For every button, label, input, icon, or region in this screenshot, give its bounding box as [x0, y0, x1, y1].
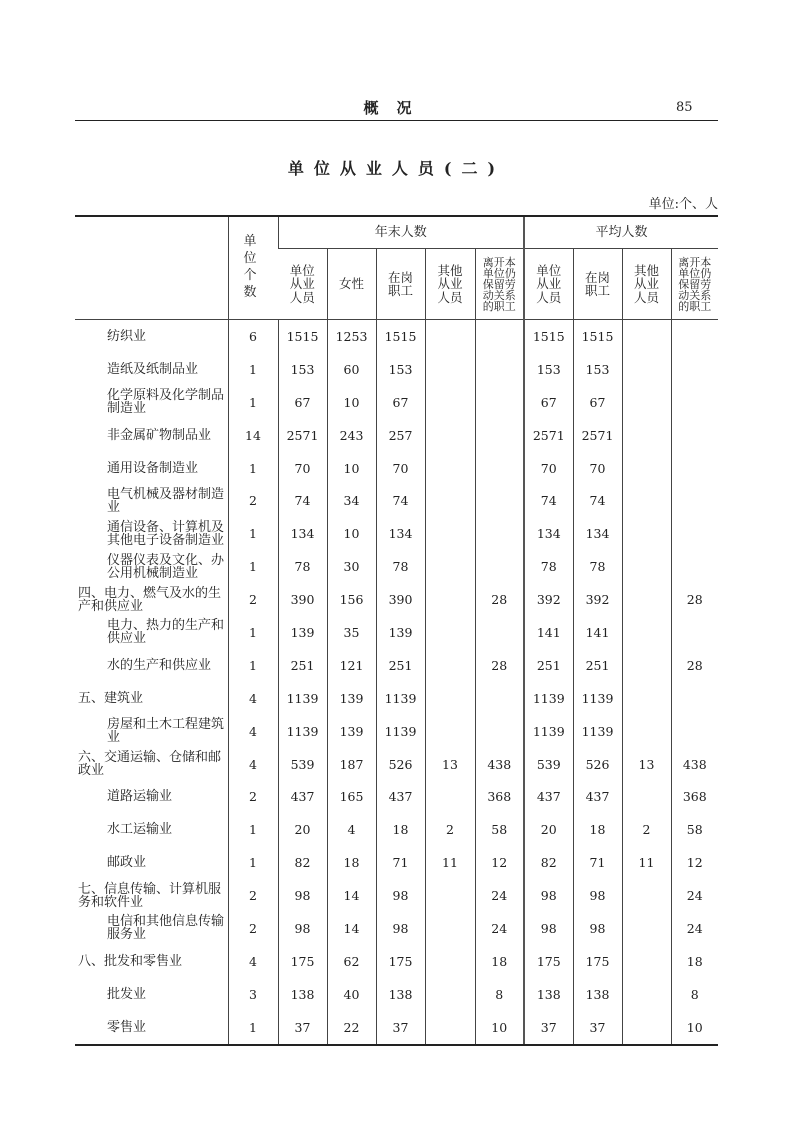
row-label: 八、批发和零售业 [78, 953, 183, 969]
table-cell: 1515 [524, 320, 573, 353]
table-cell: 2 [228, 912, 278, 945]
table-cell: 2 [425, 813, 475, 846]
row-label: 四、电力、燃气及水的生产和供应业 [78, 585, 222, 614]
table-cell: 175 [376, 945, 425, 978]
table-cell [671, 386, 718, 419]
table-cell: 22 [327, 1011, 376, 1045]
table-cell [622, 353, 671, 386]
table-cell [475, 452, 524, 485]
table-cell: 8 [671, 978, 718, 1011]
table-cell: 251 [278, 649, 327, 682]
table-cell: 1139 [573, 682, 622, 715]
table-cell: 28 [475, 583, 524, 616]
table-cell [622, 945, 671, 978]
table-cell: 58 [475, 813, 524, 846]
table-cell: 67 [278, 386, 327, 419]
table-cell: 251 [376, 649, 425, 682]
table-cell: 138 [278, 978, 327, 1011]
table-cell: 74 [573, 484, 622, 517]
row-label: 五、建筑业 [78, 690, 144, 706]
table-cell [425, 715, 475, 748]
table-cell: 37 [376, 1011, 425, 1045]
table-cell: 4 [228, 715, 278, 748]
table-cell: 121 [327, 649, 376, 682]
table-cell: 24 [671, 879, 718, 912]
table-cell: 98 [573, 912, 622, 945]
table-cell: 139 [327, 682, 376, 715]
table-cell: 175 [524, 945, 573, 978]
table-cell [425, 945, 475, 978]
row-label: 电力、热力的生产和供应业 [107, 618, 225, 647]
table-cell: 2 [228, 583, 278, 616]
row-label: 电气机械及器材制造业 [107, 486, 225, 515]
table-title: 单位从业人员(二) [287, 159, 506, 178]
table-cell [475, 320, 524, 353]
table-cell [622, 419, 671, 452]
table-cell: 390 [278, 583, 327, 616]
table-cell: 139 [327, 715, 376, 748]
header-industry [75, 216, 228, 320]
table-cell [671, 320, 718, 353]
table-cell: 78 [376, 550, 425, 583]
table-body [75, 320, 718, 1045]
table-cell: 10 [327, 517, 376, 550]
table-cell: 34 [327, 484, 376, 517]
table-cell: 175 [278, 945, 327, 978]
table-cell: 18 [327, 846, 376, 879]
table-cell: 526 [573, 748, 622, 781]
table-cell [425, 649, 475, 682]
table-cell [622, 517, 671, 550]
table-cell: 134 [524, 517, 573, 550]
table-cell: 28 [671, 649, 718, 682]
header-units: 单位个数 [228, 216, 278, 320]
table-cell [622, 682, 671, 715]
table-cell: 71 [573, 846, 622, 879]
table-cell: 134 [573, 517, 622, 550]
table-cell: 134 [376, 517, 425, 550]
table-cell [622, 978, 671, 1011]
table-cell: 153 [278, 353, 327, 386]
table-row [75, 583, 718, 616]
table-cell: 18 [573, 813, 622, 846]
header-avg-other: 其他从业人员 [622, 249, 671, 320]
table-cell: 257 [376, 419, 425, 452]
row-label: 仪器仪表及文化、办公用机械制造业 [107, 552, 225, 581]
table-cell: 437 [524, 780, 573, 813]
table-cell: 67 [573, 386, 622, 419]
table-cell: 1139 [573, 715, 622, 748]
table-cell: 1253 [327, 320, 376, 353]
table-row [75, 353, 718, 386]
table-cell: 1 [228, 616, 278, 649]
row-label: 通信设备、计算机及其他电子设备制造业 [107, 519, 225, 548]
table-row [75, 715, 718, 748]
table-cell: 141 [573, 616, 622, 649]
table-cell [425, 912, 475, 945]
table-cell: 156 [327, 583, 376, 616]
row-label: 造纸及纸制品业 [107, 361, 199, 377]
table-cell: 10 [671, 1011, 718, 1045]
table-cell: 187 [327, 748, 376, 781]
table-row [75, 1011, 718, 1045]
table-cell: 35 [327, 616, 376, 649]
header-average: 平均人数 [524, 216, 718, 249]
table-cell: 13 [622, 748, 671, 781]
header-ye-employees: 单位从业人员 [278, 249, 327, 320]
table-cell: 1 [228, 550, 278, 583]
table-cell: 1139 [278, 682, 327, 715]
table-row [75, 616, 718, 649]
table-cell [425, 978, 475, 1011]
table-cell: 1139 [524, 715, 573, 748]
unit-note: 单位:个、人 [648, 197, 718, 212]
header-year-end: 年末人数 [278, 216, 524, 249]
table-row [75, 846, 718, 879]
table-cell [475, 682, 524, 715]
table-cell: 70 [278, 452, 327, 485]
table-cell: 70 [376, 452, 425, 485]
table-cell: 82 [524, 846, 573, 879]
table-cell: 4 [228, 748, 278, 781]
header-ye-retained: 离开本单位仍保留劳动关系的职工 [475, 249, 524, 320]
table-cell: 139 [376, 616, 425, 649]
table-cell [425, 320, 475, 353]
table-cell: 60 [327, 353, 376, 386]
table-cell: 175 [573, 945, 622, 978]
table-cell: 1 [228, 452, 278, 485]
table-cell: 14 [327, 879, 376, 912]
table-cell [475, 517, 524, 550]
table-cell: 4 [228, 945, 278, 978]
row-label: 水工运输业 [107, 822, 173, 838]
table-cell: 438 [475, 748, 524, 781]
table-cell: 14 [228, 419, 278, 452]
table-cell: 10 [475, 1011, 524, 1045]
table-cell: 67 [376, 386, 425, 419]
table-row [75, 978, 718, 1011]
table-cell: 4 [228, 682, 278, 715]
table-cell: 251 [573, 649, 622, 682]
table-cell [425, 386, 475, 419]
table-cell: 438 [671, 748, 718, 781]
table-cell: 1139 [278, 715, 327, 748]
table-row [75, 517, 718, 550]
page-number: 85 [676, 100, 693, 115]
table-cell: 2571 [573, 419, 622, 452]
table-cell: 2571 [278, 419, 327, 452]
row-label: 化学原料及化学制品制造业 [107, 388, 225, 417]
table-cell: 74 [376, 484, 425, 517]
table-cell [622, 386, 671, 419]
table-cell [425, 583, 475, 616]
table-cell: 138 [524, 978, 573, 1011]
table-cell: 82 [278, 846, 327, 879]
table-cell: 437 [573, 780, 622, 813]
table-cell: 390 [376, 583, 425, 616]
row-label: 电信和其他信息传输服务业 [107, 914, 225, 943]
table-cell: 62 [327, 945, 376, 978]
table-cell [622, 715, 671, 748]
table-cell: 37 [278, 1011, 327, 1045]
table-cell [425, 484, 475, 517]
table-cell [671, 682, 718, 715]
table-cell [671, 715, 718, 748]
table-cell [425, 616, 475, 649]
table-cell: 13 [425, 748, 475, 781]
table-cell [475, 353, 524, 386]
table-cell: 14 [327, 912, 376, 945]
table-cell: 98 [573, 879, 622, 912]
table-cell: 153 [524, 353, 573, 386]
row-label: 房屋和土木工程建筑业 [107, 717, 225, 746]
table-cell: 78 [524, 550, 573, 583]
table-cell [475, 550, 524, 583]
table-cell: 368 [475, 780, 524, 813]
table-cell: 58 [671, 813, 718, 846]
table-cell: 98 [376, 879, 425, 912]
table-cell [475, 616, 524, 649]
table-row [75, 879, 718, 912]
table-cell: 37 [524, 1011, 573, 1045]
table-cell: 141 [524, 616, 573, 649]
table-cell [622, 452, 671, 485]
table-cell: 243 [327, 419, 376, 452]
table-cell: 24 [475, 879, 524, 912]
table-cell: 437 [278, 780, 327, 813]
table-cell: 24 [671, 912, 718, 945]
table-cell: 165 [327, 780, 376, 813]
table-cell [425, 780, 475, 813]
header-rule [75, 120, 718, 121]
table-cell: 74 [278, 484, 327, 517]
table-row [75, 386, 718, 419]
table-cell [475, 715, 524, 748]
table-cell [622, 484, 671, 517]
table-cell [671, 353, 718, 386]
table-cell: 392 [573, 583, 622, 616]
table-cell: 10 [327, 386, 376, 419]
table-cell [622, 649, 671, 682]
table-cell: 70 [524, 452, 573, 485]
table-cell: 1515 [278, 320, 327, 353]
table-cell: 78 [278, 550, 327, 583]
table-cell: 1 [228, 517, 278, 550]
table-cell: 18 [475, 945, 524, 978]
table-cell: 18 [671, 945, 718, 978]
table-cell: 153 [573, 353, 622, 386]
table-cell: 78 [573, 550, 622, 583]
table-row [75, 748, 718, 781]
table-cell: 8 [475, 978, 524, 1011]
table-cell [475, 386, 524, 419]
table-cell [425, 419, 475, 452]
table-cell: 2571 [524, 419, 573, 452]
table-row [75, 452, 718, 485]
table-cell [425, 682, 475, 715]
table-cell: 437 [376, 780, 425, 813]
header-ye-other: 其他从业人员 [425, 249, 475, 320]
table-cell [671, 616, 718, 649]
table-cell [425, 517, 475, 550]
table-cell: 67 [524, 386, 573, 419]
table-cell [425, 550, 475, 583]
table-cell [425, 353, 475, 386]
table-cell: 1 [228, 353, 278, 386]
table-cell: 2 [228, 780, 278, 813]
header-avg-onpost: 在岗职工 [573, 249, 622, 320]
table-cell: 251 [524, 649, 573, 682]
header-avg-retained: 离开本单位仍保留劳动关系的职工 [671, 249, 718, 320]
header-avg-employees: 单位从业人员 [524, 249, 573, 320]
table-cell: 11 [622, 846, 671, 879]
table-cell: 1139 [376, 682, 425, 715]
table-cell: 1 [228, 813, 278, 846]
table-cell [622, 780, 671, 813]
table-cell [671, 484, 718, 517]
table-row [75, 912, 718, 945]
row-label: 六、交通运输、仓储和邮政业 [78, 750, 222, 779]
table-cell [475, 419, 524, 452]
table-cell: 138 [573, 978, 622, 1011]
table-cell [622, 1011, 671, 1045]
table-cell: 70 [573, 452, 622, 485]
table-cell: 1 [228, 846, 278, 879]
table-cell: 1 [228, 1011, 278, 1045]
table-cell [622, 550, 671, 583]
table-cell [671, 550, 718, 583]
table-cell [475, 484, 524, 517]
table-cell: 24 [475, 912, 524, 945]
row-label: 非金属矿物制品业 [107, 427, 212, 443]
table-cell [425, 452, 475, 485]
table-cell: 2 [228, 484, 278, 517]
table-row [75, 780, 718, 813]
table-cell: 392 [524, 583, 573, 616]
table-cell: 10 [327, 452, 376, 485]
table-cell: 1139 [524, 682, 573, 715]
table-row [75, 649, 718, 682]
table-cell: 1515 [376, 320, 425, 353]
table-cell: 139 [278, 616, 327, 649]
table-cell: 539 [278, 748, 327, 781]
table-cell: 1 [228, 386, 278, 419]
header-ye-onpost: 在岗职工 [376, 249, 425, 320]
table-cell: 11 [425, 846, 475, 879]
row-label: 纺织业 [107, 328, 147, 344]
table-cell: 4 [327, 813, 376, 846]
table-cell: 1 [228, 649, 278, 682]
table-cell [622, 616, 671, 649]
table-cell: 539 [524, 748, 573, 781]
table-cell: 98 [376, 912, 425, 945]
table-row [75, 419, 718, 452]
row-label: 道路运输业 [107, 789, 173, 805]
table-cell [622, 583, 671, 616]
table-cell [425, 879, 475, 912]
table-cell: 30 [327, 550, 376, 583]
table-row [75, 682, 718, 715]
employment-table [75, 215, 718, 1046]
table-cell: 12 [475, 846, 524, 879]
row-label: 批发业 [107, 986, 147, 1002]
table-cell [671, 419, 718, 452]
row-label: 通用设备制造业 [107, 460, 199, 476]
table-cell: 6 [228, 320, 278, 353]
table-cell: 368 [671, 780, 718, 813]
table-cell [671, 452, 718, 485]
table-cell: 2 [228, 879, 278, 912]
table-cell: 20 [524, 813, 573, 846]
table-cell: 71 [376, 846, 425, 879]
table-cell: 74 [524, 484, 573, 517]
table-row [75, 945, 718, 978]
table-cell: 40 [327, 978, 376, 1011]
table-cell: 98 [524, 879, 573, 912]
table-cell: 20 [278, 813, 327, 846]
table-cell: 1515 [573, 320, 622, 353]
table-cell [622, 320, 671, 353]
section-header: 概况 [363, 99, 430, 117]
row-label: 邮政业 [107, 855, 147, 871]
row-label: 七、信息传输、计算机服务和软件业 [78, 881, 222, 910]
table-cell: 98 [278, 912, 327, 945]
table-cell: 12 [671, 846, 718, 879]
table-cell: 134 [278, 517, 327, 550]
table-cell: 153 [376, 353, 425, 386]
table-cell: 28 [671, 583, 718, 616]
table-cell: 1139 [376, 715, 425, 748]
table-row [75, 813, 718, 846]
table-cell: 28 [475, 649, 524, 682]
table-cell [622, 879, 671, 912]
row-label: 水的生产和供应业 [107, 657, 212, 673]
table-cell [622, 912, 671, 945]
table-cell: 2 [622, 813, 671, 846]
header-ye-female: 女性 [327, 249, 376, 320]
row-label: 零售业 [75, 1011, 228, 1045]
table-cell [425, 1011, 475, 1045]
table-cell: 37 [573, 1011, 622, 1045]
table-cell: 98 [278, 879, 327, 912]
table-row [75, 320, 718, 353]
table-cell: 138 [376, 978, 425, 1011]
table-cell [671, 517, 718, 550]
table-cell: 98 [524, 912, 573, 945]
table-cell: 18 [376, 813, 425, 846]
table-row [75, 484, 718, 517]
table-cell: 526 [376, 748, 425, 781]
table-row [75, 550, 718, 583]
table-cell: 3 [228, 978, 278, 1011]
